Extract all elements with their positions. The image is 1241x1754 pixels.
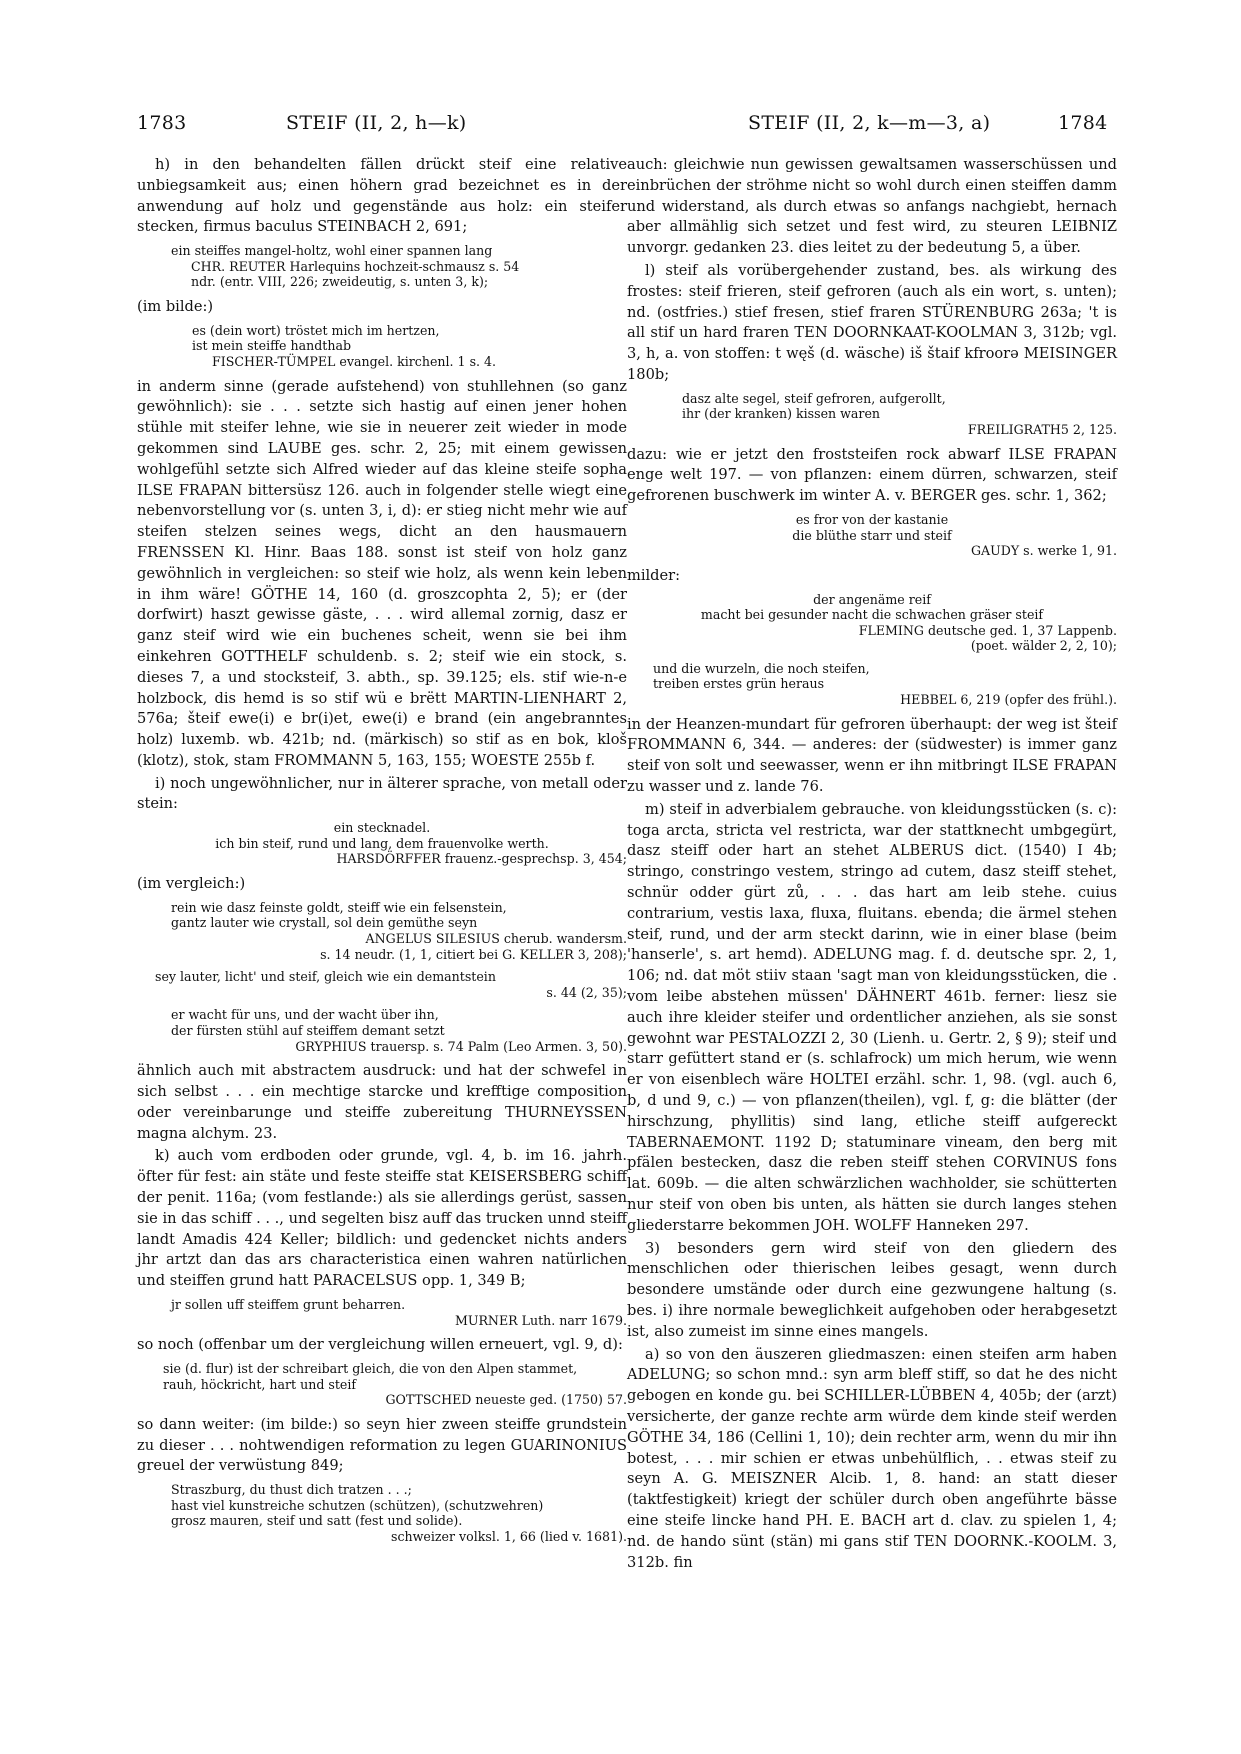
paragraph: in anderm sinne (gerade aufstehend) von stuhllehnen (so ganz gewöhnlich): sie . . . setzte sich hastig auf einen jener hohen stühle mit steifer lehne, wie sie in neuerer zeit wieder in mode gekommen sind LAUBE ges. schr. 2, 25; mit einem gewissen wohlgefühl setzte sich Alfred wieder auf das kleine steife sopha ILSE FRAPAN bittersüsz 126. auch in folgender stelle wiegt eine nebenvorstellung vor (s. unten 3, i, d): er stieg nicht mehr wie auf steifen stelzen seines wegs, dicht an den hausmauern FRENSSEN Kl. Hinr. Baas 188. sonst ist steif von holz ganz gewöhnlich in vergleichen: so steif wie holz, als wenn kein leben in ihm wäre! GÖTHE 14, 160 (d. groszcophta 2, 5); er (der dorfwirt) haszt gewisse gäste, . . . wird allemal zornig, dasz er ganz steif wird wie ein buchenes scheit, wenn sie bei ihm einkehren GOTTHELF schuldenb. s. 2; steif wie ein stock, s. dieses 7, a und stocksteif, 3. abth., sp. 39.125; els. stif wie-n-e holzbock, dis hemd is so stif wü e brëtt MARTIN-LIENHART 2, 576a; šteif ewe(i) e br(i)et, ewe(i) e brand (ein angebranntes holz) luxemb. wb. 421b; nd. (märkisch) so stif as en bok, kloš (klotz), stok, stam FROMMANN 5, 163, 155; WOESTE 255b f. xyxy=(137,377,627,769)
left-running-head: STEIF (II, 2, h—k) xyxy=(286,112,467,134)
verse-line: rein wie dasz feinste goldt, steiff wie ein felsenstein, xyxy=(171,899,507,915)
quotation xyxy=(627,512,1117,559)
paragraph: 3) besonders gern wird steif von den gliedern des menschlichen oder thierischen leibes gesagt, wenn durch besondere umstände oder durch eine gezwungene haltung (s. bes. i) ihre normale beweglichkeit aufgehoben oder herabgesetzt ist, also zumeist im sinne eines mangels. xyxy=(627,1239,1117,1340)
citation: ndr. (entr. VIII, 226; zweideutig, s. unten 3, k); xyxy=(191,274,489,290)
citation: FISCHER-TÜMPEL evangel. kirchenl. 1 s. 4. xyxy=(212,353,497,369)
quotation xyxy=(137,323,627,370)
quotation xyxy=(137,243,627,290)
paragraph: l) steif als vorübergehender zustand, bes. als wirkung des frostes: steif frieren, steif gefroren (auch als ein wort, s. unten); nd. (ostfries.) stief fresen, stief fraren STÜRENBURG 263a; 't is all stif un hard fraren TEN DOORNKAAT-KOOLMAN 3, 312b; vgl. 3, h, a. von stoffen: t węš (d. wäsche) iš štaif kfroorə MEISINGER 180b; xyxy=(627,261,1117,383)
verse-line: grosz mauren, steif und satt (fest und solide). xyxy=(171,1513,463,1529)
right-running-head: STEIF (II, 2, k—m—3, a) xyxy=(748,112,991,134)
verse-line: jr sollen uff steiffem grunt beharren. xyxy=(171,1296,406,1312)
verse-line: ich bin steif, rund und lang, dem frauenvolke werth. xyxy=(215,835,549,851)
citation: MURNER Luth. narr 1679. xyxy=(454,1312,627,1328)
verse-line: er wacht für uns, und der wacht über ihn, xyxy=(171,1007,439,1023)
citation: GOTTSCHED neueste ged. (1750) 57. xyxy=(385,1392,627,1408)
paragraph: so noch (offenbar um der vergleichung willen erneuert, vgl. 9, d): xyxy=(137,1336,623,1354)
paragraph: in der Heanzen-mundart für gefroren überhaupt: der weg ist šteif FROMMANN 6, 344. — anderes: der (südwester) is immer ganz steif von solt und seewasser, wenn er ihn mitbringt ILSE FRAPAN zu wasser und z. lande 76. xyxy=(627,715,1117,796)
quotation xyxy=(627,661,1117,708)
verse-line: und die wurzeln, die noch steifen, xyxy=(653,660,870,676)
citation: (poet. wälder 2, 2, 10); xyxy=(970,638,1117,654)
right-page-number: 1784 xyxy=(1058,112,1108,134)
verse-line: ein steiffes mangel-holtz, wohl einer spannen lang xyxy=(171,243,493,259)
right-column xyxy=(627,155,1117,1575)
citation: CHR. REUTER Harlequins hochzeit-schmausz s. 54 xyxy=(191,258,520,274)
citation: FLEMING deutsche ged. 1, 37 Lappenb. xyxy=(858,622,1117,638)
paragraph: (im bilde:) xyxy=(137,297,214,315)
verse-line: treiben erstes grün heraus xyxy=(653,676,825,692)
verse-line: ist mein steiffe handthab xyxy=(192,338,352,354)
citation: schweizer volksl. 1, 66 (lied v. 1681). xyxy=(391,1528,627,1544)
quotation xyxy=(137,1482,627,1544)
paragraph: (im vergleich:) xyxy=(137,875,246,893)
verse-line: hast viel kunstreiche schutzen (schützen), (schutzwehren) xyxy=(171,1497,544,1513)
paragraph: h) in den behandelten fällen drückt steif eine relative unbiegsamkeit aus; einen höhern grad bezeichnet es in der anwendung auf holz und gegenstände aus holz: ein steifer stecken, firmus baculus STEINBACH 2, 691; xyxy=(137,156,627,236)
left-column xyxy=(137,155,627,1552)
paragraph: milder: xyxy=(627,566,681,584)
citation: s. 44 (2, 35); xyxy=(546,984,627,1000)
citation: FREILIGRATH5 2, 125. xyxy=(967,421,1117,437)
verse-line: Straszburg, du thust dich tratzen . . .; xyxy=(171,1482,412,1498)
verse-line: es (dein wort) tröstet mich im hertzen, xyxy=(192,322,440,338)
citation: GAUDY s. werke 1, 91. xyxy=(970,543,1117,559)
paragraph: auch: gleichwie nun gewissen gewaltsamen wasserschüssen und einbrüchen der ströhme nicht so wohl durch einen steiffen damm und widerstand, als durch etwas so anfangs nachgiebt, hernach aber allmählig sich setzet und fest wird, zu steuren LEIBNIZ unvorgr. gedanken 23. dies leitet zu der bedeutung 5, a über. xyxy=(627,156,1117,257)
quotation xyxy=(137,1361,627,1408)
verse-line: ein stecknadel. xyxy=(333,820,431,836)
quotation xyxy=(137,820,627,867)
quotation xyxy=(137,1297,627,1328)
citation: ANGELUS SILESIUS cherub. wandersm. xyxy=(365,931,627,947)
citation: s. 14 neudr. (1, 1, citiert bei G. KELLER 3, 208); xyxy=(320,946,627,962)
verse-line: die blüthe starr und steif xyxy=(792,527,952,543)
paragraph: dazu: wie er jetzt den froststeifen rock abwarf ILSE FRAPAN enge welt 197. — von pflanzen: einem dürren, schwarzen, steif gefrorenen buschwerk im winter A. v. BERGER ges. schr. 1, 362; xyxy=(627,445,1117,505)
citation: HARSDÖRFFER frauenz.-gesprechsp. 3, 454; xyxy=(336,851,627,867)
verse-line: gantz lauter wie crystall, sol dein gemüthe seyn xyxy=(171,915,478,931)
left-page-number: 1783 xyxy=(137,112,187,134)
quotation xyxy=(137,900,627,962)
verse-line: es fror von der kastanie xyxy=(795,511,949,527)
paragraph: m) steif in adverbialem gebrauche. von kleidungsstücken (s. c): toga arcta, stricta vel restricta, war der stattknecht umbgegürt, dasz steiff oder hart an stehet ALBERUS dict. (1540) I 4b; stringo, constringo vestem, stringo ad cutem, dasz steiff stehet, schnür odder gürt zů, . . . das hart am leib stehe. cuius contrarium, vestis laxa, fluxa, fluitans. ebenda; die ärmel stehen steif, rund, und der arm steckt darinn, wie in einer blase (beim 'hanserle', s. art hemd). ADELUNG mag. f. d. deutsche spr. 2, 1, 106; nd. dat möt stiiv staan 'sagt man von kleidungsstücken, die . vom leibe abstehen müssen' DÄHNERT 461b. ferner: liesz sie auch ihre kleider steifer und ordentlicher anziehen, als sie sonst gewohnt war PESTALOZZI 2, 30 (Lienh. u. Gertr. 2, § 9); steif und starr gefüttert stand er (s. schlafrock) um mich herum, wie wenn er von eisenblech wäre HOLTEI erzähl. schr. 1, 98. (vgl. auch 6, b, d und 9, c.) — von pflanzen(theilen), vgl. f, g: die blätter (der hirschzung, phyllitis) sind lang, etliche steiff aufgereckt TABERNAEMONT. 1192 D; statuminare vineam, den berg mit pfälen bestecken, dasz die reben steiff stehen CORVINUS fons lat. 609b. — die alten schwärzlichen wachholder, sie schütterten nur steif von oben bis unten, als hätten sie durch langes stehen gliederstarre bekommen JOH. WOLFF Hanneken 297. xyxy=(627,800,1117,1234)
verse-line: der angenäme reif xyxy=(813,591,931,607)
verse-line: dasz alte segel, steif gefroren, aufgerollt, xyxy=(682,390,946,406)
paragraph: k) auch vom erdboden oder grunde, vgl. 4, b. im 16. jahrh. öfter für fest: ain stäte und feste steiffe stat KEISERSBERG schiff der penit. 116a; (vom festlande:) als sie allerdings gerüst, sassen sie in das schiff . . ., und segelten bisz auff das trucken unnd steiff landt Amadis 424 Keller; bildlich: und gedencket nichts anders jhr artzt dan das ars characteristica einen wahren natürlichen und steiffen grund hatt PARACELSUS opp. 1, 349 B; xyxy=(137,1147,627,1290)
verse-line: der fürsten stühl auf steiffem demant setzt xyxy=(171,1023,445,1039)
quotation xyxy=(137,1007,627,1054)
verse-line: sey lauter, licht' und steif, gleich wie ein demantstein xyxy=(155,969,496,985)
verse-line: ihr (der kranken) kissen waren xyxy=(682,406,881,422)
citation: HEBBEL 6, 219 (opfer des frühl.). xyxy=(900,692,1117,708)
quotation xyxy=(137,969,627,1000)
citation: GRYPHIUS trauersp. s. 74 Palm (Leo Armen. 3, 50). xyxy=(295,1038,627,1054)
paragraph: so dann weiter: (im bilde:) so seyn hier zween steiffe grundstein zu dieser . . . nohtwendigen reformation zu legen GUARINONIUS greuel der verwüstung 849; xyxy=(137,1415,627,1475)
paragraph: i) noch ungewöhnlicher, nur in älterer sprache, von metall oder stein: xyxy=(137,774,627,813)
paragraph: a) so von den äuszeren gliedmaszen: einen steifen arm haben ADELUNG; so schon mnd.: syn arm bleff stiff, so dat he des nicht gebogen en konde gu. bei SCHILLER-LÜBBEN 4, 405b; der (arzt) versicherte, der ganze rechte arm würde dem kinde steif werden GÖTHE 34, 186 (Cellini 1, 10); dein rechter arm, wenn du mir ihn botest, . . . mir schien er etwas unbehülflich, . . etwas steif zu seyn A. G. MEISZNER Alcib. 1, 8. hand: an statt dieser (taktfestigkeit) kriegt der schüler durch oben angeführte bässe eine steife lincke hand PH. E. BACH art d. clav. zu spielen 1, 4; nd. de hando sünt (stän) mi gans stif TEN DOORNK.-KOOLM. 3, 312b. fin xyxy=(627,1345,1117,1571)
paragraph: ähnlich auch mit abstractem ausdruck: und hat der schwefel in sich selbst . . . ein mechtige starcke und krefftige composition oder vereinbarunge und steiffe zubereitung THURNEYSSEN magna alchym. 23. xyxy=(137,1062,627,1142)
verse-line: macht bei gesunder nacht die schwachen gräser steif xyxy=(700,607,1044,623)
verse-line: rauh, höckricht, hart und steif xyxy=(163,1376,357,1392)
verse-line: sie (d. flur) ist der schreibart gleich, die von den Alpen stammet, xyxy=(163,1360,578,1376)
quotation xyxy=(627,592,1117,654)
quotation xyxy=(627,391,1117,438)
